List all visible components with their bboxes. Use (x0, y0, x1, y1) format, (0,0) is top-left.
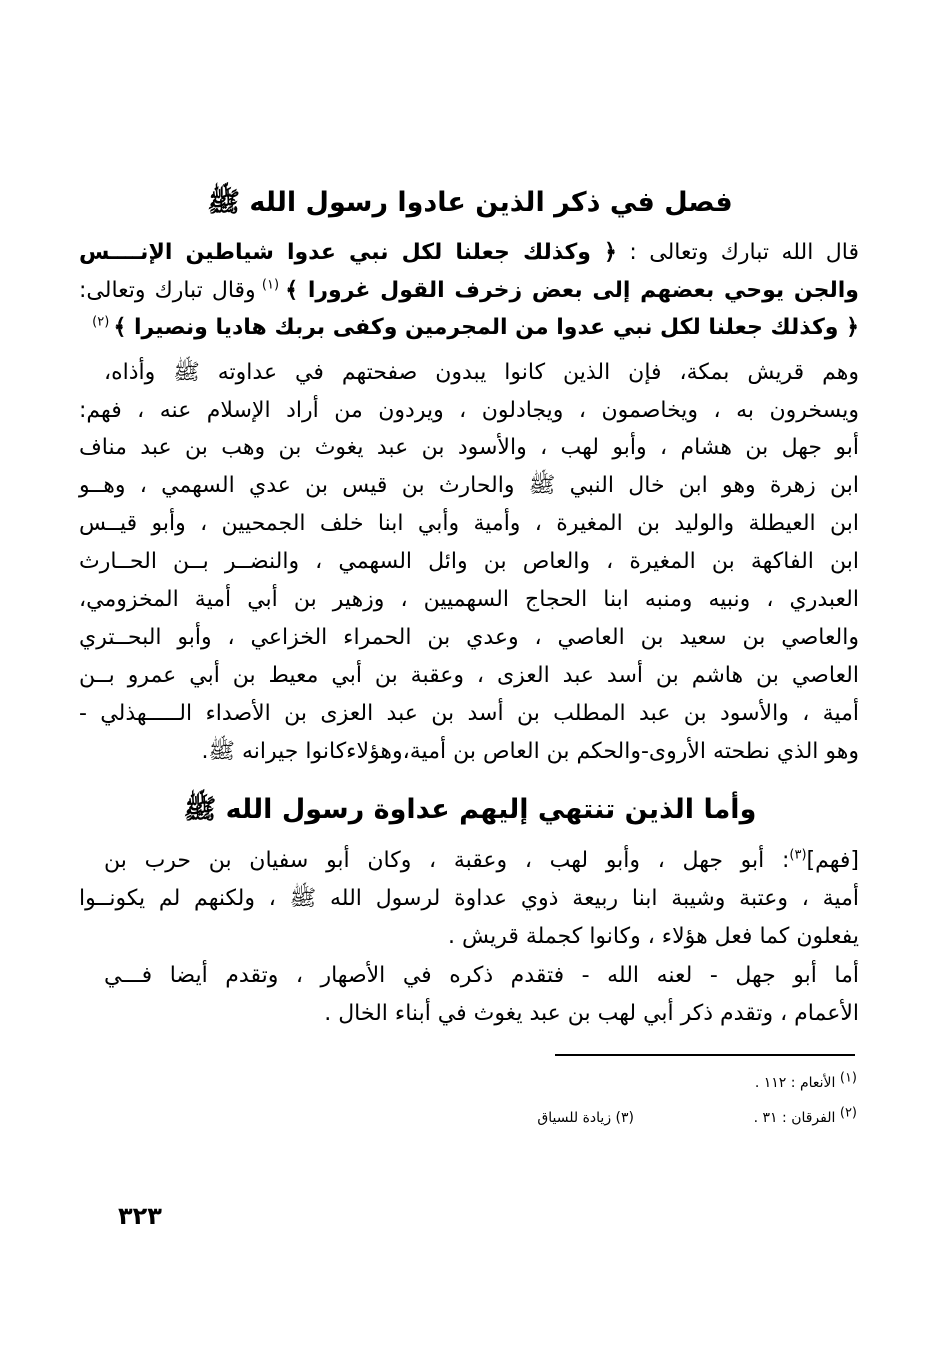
footnote-separator (555, 1054, 855, 1056)
quran-verse: ﴿ وكذلك جعلنا لكل نبي عدوا شياطين الإنــــس (79, 240, 617, 265)
text-line: والعاصي بن سعيد بن العاصي ، وعدي بن الحمراء الخزاعي ، وأبو البحــتري (79, 625, 859, 650)
text-line: ابن العيطلة والوليد بن المغيرة ، وأمية وأبي ابنا خلف الجمحيين ، وأبو قيــس (79, 511, 859, 536)
text-run: : أبو جهل ، وأبو لهب ، وعقبة ، وكان أبو سفيان بن حرب بن (104, 848, 790, 873)
footnote-ref: (١) (255, 277, 286, 293)
text-line: أمية ، والأسود بن عبد المطلب بن أسد بن عبد العزى بن الأصداء الـــــهذلي - (79, 701, 859, 726)
text-run: وقال تبارك وتعالى: (79, 278, 256, 303)
footnote-2 (753, 1105, 857, 1128)
text-line: وهم قريش بمكة، فإن الذين كانوا يبدون صفحتهم في عداوته ﷺ وأذاه، (104, 360, 859, 385)
text-line: ويسخرون به ، ويخاصمون ، ويجادلون ، ويردون من أراد الإسلام عنه ، فهم: (79, 398, 859, 423)
footnote-marker: (١) (839, 1070, 857, 1086)
text-line: وهو الذي نطحته الأروى-والحكم بن العاص بن أمية،وهؤلاءكانوا جيرانه ﷺ. (201, 739, 859, 764)
text-line (104, 844, 859, 878)
text-line: ابن زهرة وهو ابن خال النبي ﷺ والحارث بن قيس بن عدي السهمي ، وهــو (79, 473, 859, 498)
text-line: العبدري ، ونبيه ومنبه ابنا الحجاج السهميين ، وزهير بن أبي أمية المخزومي، (79, 587, 859, 612)
text-run: [فهم] (806, 848, 859, 873)
text-line: أبو جهل بن هشام ، وأبو لهب ، والأسود بن عبد يغوث بن وهب بن عبد مناف (79, 435, 859, 460)
quran-verse: ﴿ وكذلك جعلنا لكل نبي عدوا من المجرمين وكفى بربك هاديا ونصيرا ﴾ (113, 315, 859, 340)
text-line (79, 236, 859, 270)
footnote-marker: (٢) (839, 1105, 857, 1121)
footnote-text: الأنعام : ١١٢ . (754, 1075, 840, 1091)
text-line: أما أبو جهل - لعنه الله - فتقدم ذكره في الأصهار ، وتقدم أيضا فـــي (104, 963, 859, 988)
text-line: الأعمام ، وتقدم ذكر أبي لهب بن عبد يغوث في أبناء الخال . (324, 1001, 859, 1026)
section-heading-chief-enemies: وأما الذين تنتهي إليهم عداوة رسول الله ﷺ (183, 794, 757, 825)
text-line: أمية ، وعتبة وشيبة ابنا ربيعة ذوي عداوة لرسول الله ﷺ ، ولكنهم لم يكونــوا (79, 886, 859, 911)
footnote-ref: (٢) (92, 314, 114, 330)
text-line (79, 274, 859, 308)
section-heading-enemies: فصل في ذكر الذين عادوا رسول الله ﷺ (207, 187, 733, 218)
footnote-3: (٣) زيادة للسياق (537, 1110, 634, 1126)
text-line (79, 311, 859, 345)
text-line: يفعلون كما فعل هؤلاء ، وكانوا كجملة قريش . (448, 924, 859, 949)
quran-verse: والجن يوحي بعضهم إلى بعض زخرف القول غرورا ﴾ (285, 278, 859, 303)
text-line: ابن الفاكهة بن المغيرة ، والعاص بن وائل السهمي ، والنضــر بــن الحــارث (79, 549, 859, 574)
footnote-1 (754, 1070, 857, 1093)
footnote-text: الفرقان : ٣١ . (753, 1110, 840, 1126)
text-line: العاصي بن هاشم بن أسد عبد العزى ، وعقبة بن أبي معيط بن أبي عمرو بــن (79, 663, 859, 688)
text-run: قال الله تبارك وتعالى : (616, 240, 859, 265)
footnote-ref: (٣) (789, 847, 807, 863)
page-number: ٣٢٣ (118, 1202, 162, 1230)
